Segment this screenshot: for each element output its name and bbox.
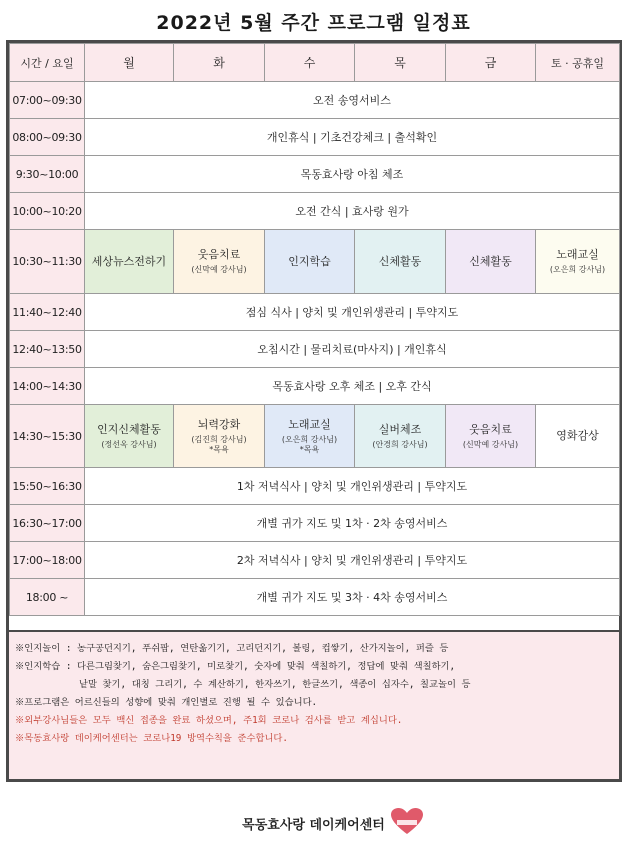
program-title: 웃음치료 [469,422,512,436]
table-row [10,579,620,616]
activity-cell: 목동효사랑 오후 체조 | 오후 간식 [85,368,620,405]
header-time-day: 시간 / 요일 [10,44,85,82]
table-row [10,230,620,294]
note-cognitive-play: ※인지놀이 : 농구공던지기, 푸쉬팝, 연탄옮기기, 고리던지기, 볼링, 컵쌓기, 산가지놀이, 퍼즐 등 [15,643,449,654]
activity-cell: 오전 송영서비스 [85,82,620,119]
time-cell: 07:00~09:30 [10,82,85,119]
page-title: 2022년 5월 주간 프로그램 일정표 [156,12,471,34]
program-cell-tue [174,230,265,294]
program-title: 신체활동 [469,254,512,268]
program-title: 세상뉴스전하기 [91,254,167,268]
program-cell-sat [536,230,620,294]
activity-cell: 오침시간 | 물리치료(마사지) | 개인휴식 [85,331,620,368]
instructor-name: (오은희 강사님) [549,265,606,274]
notes-box [9,630,619,779]
header-day-mon: 월 [85,44,174,82]
instructor-name: (정선옥 강사님) [101,439,157,449]
activity-cell: 점심 식사 | 양치 및 개인위생관리 | 투약지도 [85,294,620,331]
program-title: 인지신체활동 [97,422,161,436]
time-cell: 10:00~10:20 [10,193,85,230]
header-day-sat-holiday: 토 · 공휴일 [536,44,620,82]
program-title: 실버체조 [378,422,422,436]
program-title: 노래교실 [288,417,331,431]
program-cell-sat [536,405,620,468]
note-vaccination: ※외부강사님들은 모두 백신 접종을 완료 하셨으며, 주1회 코로나 검사를 받고 계십니다. [15,715,403,726]
schedule-frame [6,40,622,782]
time-cell: 12:40~13:50 [10,331,85,368]
program-cell-wed [265,230,355,294]
note-covid-rules: ※목동효사랑 데이케어센터는 코로나19 방역수칙을 준수합니다. [15,733,288,744]
table-row [10,193,620,230]
time-cell: 17:00~18:00 [10,542,85,579]
center-name: 목동효사랑 데이케어센터 [242,818,385,833]
instructor-name: (김진희 강사님) [191,434,247,444]
time-cell: 08:00~09:30 [10,119,85,156]
note-cognitive-learning-cont: 낱말 찾기, 대칭 그리기, 수 계산하기, 한자쓰기, 한글쓰기, 색종이 십자수, 칠교놀이 등 [79,679,471,690]
header-day-fri: 금 [446,44,536,82]
program-title: 인지학습 [288,254,331,268]
header-day-tue: 화 [174,44,265,82]
program-title: 영화감상 [556,429,599,442]
table-row [10,119,620,156]
table-row [10,368,620,405]
time-cell: 15:50~16:30 [10,468,85,505]
time-cell: 14:30~15:30 [10,405,85,468]
instructor-name: (오은희 강사님) [281,434,338,444]
instructor-name: (안경희 강사님) [372,439,428,449]
time-cell: 18:00 ~ [10,579,85,616]
table-row [10,405,620,468]
program-title: 웃음치료 [197,248,241,261]
header-day-wed: 수 [265,44,355,82]
header-row [10,44,620,82]
bath-note: *목욕 [209,444,229,454]
activity-cell: 개인휴식 | 기초건강체크 | 출석확인 [85,119,620,156]
program-cell-wed [265,405,355,468]
heart-logo-icon [389,806,425,836]
table-row [10,82,620,119]
time-cell: 16:30~17:00 [10,505,85,542]
table-row [10,331,620,368]
program-cell-fri [446,230,536,294]
time-cell: 11:40~12:40 [10,294,85,331]
activity-cell: 1차 저녁식사 | 양치 및 개인위생관리 | 투약지도 [85,468,620,505]
table-row [10,542,620,579]
program-cell-mon [85,405,174,468]
activity-cell: 개별 귀가 지도 및 3차 · 4차 송영서비스 [85,579,620,616]
time-cell: 9:30~10:00 [10,156,85,193]
program-title: 노래교실 [556,248,599,261]
program-cell-fri [446,405,536,468]
table-row [10,294,620,331]
activity-cell: 개별 귀가 지도 및 1차 · 2차 송영서비스 [85,505,620,542]
program-title: 신체활동 [378,254,422,268]
note-program-adjust: ※프로그램은 어르신들의 성향에 맞춰 개인별로 진행 될 수 있습니다. [15,697,318,708]
bath-note: *목욕 [299,444,320,454]
time-cell: 10:30~11:30 [10,230,85,294]
program-title: 뇌력강화 [197,417,241,431]
activity-cell: 2차 저녁식사 | 양치 및 개인위생관리 | 투약지도 [85,542,620,579]
program-cell-tue [174,405,265,468]
activity-cell: 목동효사랑 아침 체조 [85,156,620,193]
program-cell-thu [355,230,446,294]
time-cell: 14:00~14:30 [10,368,85,405]
program-cell-thu [355,405,446,468]
activity-cell: 오전 간식 | 효사랑 원가 [85,193,620,230]
table-row [10,156,620,193]
instructor-name: (신막예 강사님) [462,439,519,449]
table-row [10,468,620,505]
header-day-thu: 목 [355,44,446,82]
instructor-name: (신막예 강사님) [191,265,247,274]
program-cell-mon [85,230,174,294]
table-row [10,505,620,542]
note-cognitive-learning: ※인지학습 : 다른그림찾기, 숨은그림찾기, 미로찾기, 숫자에 맞춰 색칠하기, 정답에 맞춰 색칠하기, [15,661,456,672]
schedule-table [9,43,620,616]
